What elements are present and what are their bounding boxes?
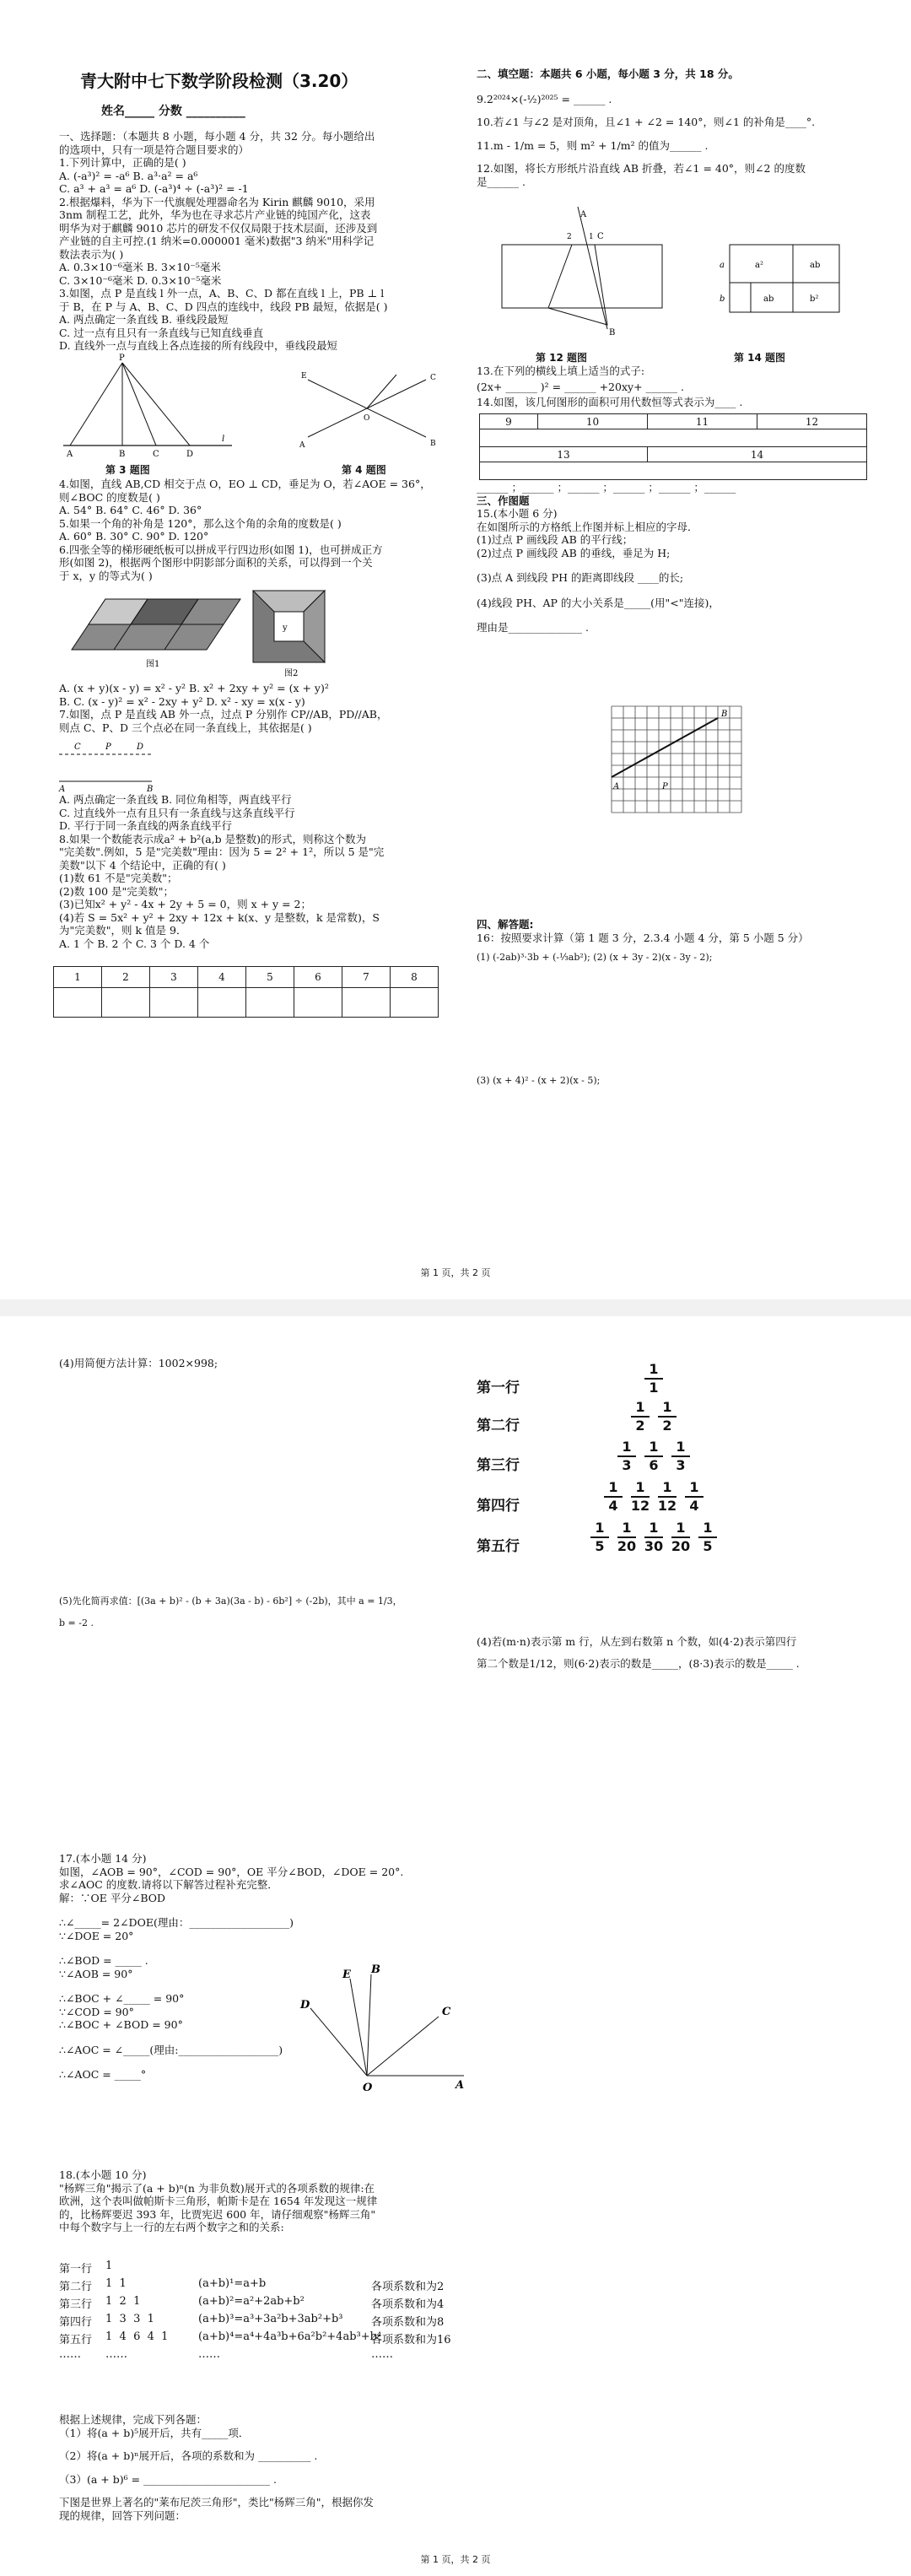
text-line: 数法表示为( )	[59, 247, 124, 261]
answer-table	[53, 966, 439, 1018]
yanghui-cell: (a+b)²=a²+2ab+b²	[198, 2295, 305, 2308]
text-line: ∵∠DOE = 20°	[59, 1929, 134, 1942]
triangle-fraction: 1 30	[644, 1520, 664, 1554]
text-line: 解：∵OE 平分∠BOD	[59, 1891, 166, 1904]
svg-text:C: C	[442, 2006, 451, 2018]
point-c-label: C	[430, 374, 436, 382]
question-18-parts	[59, 2413, 374, 2522]
text-line: A. 1 个 B. 2 个 C. 3 个 D. 4 个	[59, 937, 210, 950]
figure-q6-square	[249, 586, 333, 679]
line-l-label: l	[222, 435, 225, 444]
text-line: 现的规律，回答下列问题：	[59, 2508, 186, 2522]
section-heading: 四、解答题:	[477, 918, 534, 931]
yanghui-cell: ……	[371, 2348, 393, 2361]
page-separator	[0, 1299, 911, 1316]
text-line: A. 0.3×10⁻⁶毫米 B. 3×10⁻⁵毫米	[59, 261, 221, 273]
point-b-label: B	[609, 328, 616, 338]
row-label: 第二行	[477, 1418, 520, 1434]
question-16-4	[59, 1357, 218, 1370]
text-line: 在如图所示的方格纸上作图并标上相应的字母．	[477, 520, 698, 533]
point-d-label: D	[186, 450, 194, 459]
svg-text:D: D	[137, 743, 144, 752]
yanghui-cell: (a+b)³=a³+3a²b+3ab²+b³	[198, 2313, 343, 2325]
table-cell: 14	[647, 447, 866, 462]
triangle-fraction: 1 5	[697, 1520, 719, 1554]
text-line: A. 两点确定一条直线 B. 同位角相等，两直线平行	[59, 793, 292, 806]
answer-cell	[54, 988, 102, 1018]
text-line: (4)用简便方法计算：1002×998;	[59, 1357, 218, 1369]
text-line: 为"完美数"，则 k 值是 9．	[59, 924, 187, 937]
text-line: 6.四张全等的梯形硬纸板可以拼成平行四边形(如图 1)，也可拼成正方	[59, 543, 383, 556]
text-line: 第二个数是1/12，则(6·2)表示的数是_____，(8·3)表示的数是_____ .	[477, 1656, 800, 1670]
text-line: (2)数 100 是"完美数"；	[59, 884, 175, 898]
point-a-label: A	[67, 450, 73, 459]
text-line: A. 54° B. 64° C. 46° D. 36°	[59, 504, 202, 516]
text-line: (2)过点 P 画线段 AB 的垂线，垂足为 H;	[477, 546, 671, 559]
triangle-fraction: 1 20	[617, 1520, 637, 1554]
triangle-fraction: 1 6	[643, 1439, 665, 1473]
triangle-fraction: 1 20	[671, 1520, 691, 1554]
yanghui-cell: 各项系数和为4	[371, 2298, 445, 2311]
text-line: (5)先化简再求值：[(3a + b)² - (b + 3a)(3a - b) - 6b²] ÷ (-2b)，其中 a = 1/3，	[59, 1596, 402, 1607]
triangle-fraction: 1 4	[683, 1480, 705, 1514]
triangle-fraction: 1 3	[670, 1439, 692, 1473]
yanghui-cell: (a+b)¹=a+b	[198, 2277, 267, 2290]
text-line: 3.如图，点 P 是直线 l 外一点，A、B、C、D 都在直线 l 上，PB ⊥ l	[59, 287, 385, 300]
point-p-label: P	[119, 354, 125, 363]
answer-cell	[150, 988, 198, 1018]
text-line: C. 过一点有且只有一条直线与已知直线垂直	[59, 326, 264, 339]
text-line: 14.如图，该几何图形的面积可用代数恒等式表示为____ .	[477, 396, 743, 408]
svg-text:A: A	[456, 2079, 465, 2092]
answer-cell	[342, 988, 391, 1018]
text-line: 12.如图，将长方形纸片沿直线 AB 折叠，若∠1 = 40°，则∠2 的度数	[477, 162, 806, 175]
exam-title: 青大附中七下数学阶段检测（3.20）	[80, 71, 358, 91]
triangle-fraction: 1 12	[657, 1479, 677, 1514]
text-line: (4)若(m·n)表示第 m 行，从左到右数第 n 个数，如(4·2)表示第四行	[477, 1635, 797, 1648]
row-label: 第三行	[477, 1457, 520, 1474]
point-c-label: C	[153, 450, 159, 459]
yanghui-cell: 第四行	[59, 2316, 93, 2329]
text-line: 8.如果一个数能表示成a² + b²(a,b 是整数)的形式，则称这个数为	[59, 832, 366, 845]
text-line: b = -2 .	[59, 1617, 94, 1628]
text-line: 求∠AOC 的度数.请将以下解答过程补充完整．	[59, 1878, 278, 1891]
question-18	[59, 2168, 377, 2234]
answer-table-fill-in	[479, 413, 867, 480]
section-choice-q4-q6	[59, 478, 431, 582]
text-line: 17.(本小题 14 分)	[59, 1852, 147, 1865]
answer-header: 6	[294, 967, 342, 988]
point-b-label: B	[430, 440, 436, 448]
text-line: 18.(本小题 10 分)	[59, 2168, 147, 2181]
point-a-label: A	[299, 441, 305, 450]
svg-text:E: E	[342, 1968, 351, 1981]
segment-ab	[612, 718, 718, 777]
yanghui-cell: (a+b)⁴=a⁴+4a³b+6a²b²+4ab³+b⁴	[198, 2330, 382, 2343]
question-16-5	[59, 1595, 402, 1629]
svg-text:O: O	[363, 2082, 373, 2094]
row-label: 第五行	[477, 1538, 520, 1555]
svg-text:y: y	[283, 624, 288, 633]
yanghui-cell: 各项系数和为8	[371, 2316, 445, 2329]
text-line: 欧洲，这个表叫做帕斯卡三角形，帕斯卡是在 1654 年发现这一规律	[59, 2195, 378, 2207]
text-line: 一、选择题：（本题共 8 小题，每小题 4 分，共 32 分。每小题给出	[59, 130, 375, 143]
text-line: 16：按照要求计算（第 1 题 3 分，2.3.4 小题 4 分，第 5 小题 5 分）	[477, 931, 809, 944]
text-line: 理由是______________ .	[477, 621, 589, 634]
text-line: 3nm 制程工艺，此外，华为也在寻求芯片产业链的纯国产化，这表	[59, 208, 371, 221]
table-cell	[480, 462, 867, 480]
yanghui-cell: 1 4 6 4 1	[105, 2330, 169, 2343]
text-line: ∴∠AOC = _____°	[59, 2068, 147, 2081]
point-c-label: C	[597, 232, 604, 241]
svg-text:ab: ab	[763, 294, 774, 304]
triangle-fraction: 1 2	[629, 1400, 651, 1434]
point-a-label: A	[580, 210, 587, 219]
section-drawing-q15	[477, 481, 736, 635]
yanghui-cell: ……	[105, 2348, 127, 2361]
figure-q17	[287, 1963, 472, 2094]
yanghui-cell: ……	[198, 2348, 220, 2361]
text-line: C. 3×10⁻⁶毫米 D. 0.3×10⁻⁵毫米	[59, 273, 222, 287]
figure-label: 图2	[284, 669, 299, 678]
text-line: A. 60° B. 30° C. 90° D. 120°	[59, 530, 209, 543]
text-line: (1)数 61 不是"完美数"；	[59, 872, 178, 884]
text-line: C. a³ + a³ = a⁶ D. (-a³)⁴ ÷ (-a³)² = -1	[59, 182, 249, 195]
table-cell: 12	[757, 414, 866, 429]
text-line: ∵∠AOB = 90°	[59, 1967, 133, 1980]
section-choice-q1-q3	[59, 130, 388, 353]
figure-q7	[59, 739, 160, 794]
angle-1-label: 1	[589, 233, 594, 241]
point-b-label: B	[119, 450, 126, 459]
text-line: (4)线段 PH、AP 的大小关系是_____(用"<"连接)，	[477, 596, 720, 609]
text-line: 5.如果一个角的补角是 120°，那么这个角的余角的度数是( )	[59, 516, 342, 530]
yanghui-cell: 第三行	[59, 2298, 93, 2311]
answer-header: 7	[342, 967, 391, 988]
triangle-fraction: 1 2	[656, 1400, 678, 1434]
answer-header: 5	[246, 967, 294, 988]
figure-label: 图1	[146, 660, 160, 669]
row-label: 第一行	[477, 1380, 520, 1396]
question-18-4	[477, 1635, 800, 1670]
section-fill-in-q13-q14	[477, 365, 742, 409]
text-line: 13.在下列的横线上填上适当的式子:	[477, 365, 645, 377]
section-fill-in-q9-q12	[477, 68, 815, 188]
text-line: 形(如图 2)，根据两个图形中阴影部分面积的关系，可以得到一个关	[59, 556, 373, 569]
text-line: ∴∠_____= 2∠DOE(理由：___________________)	[59, 1916, 294, 1929]
answer-header: 2	[102, 967, 150, 988]
page-footer: 第 1 页，共 2 页	[420, 2554, 491, 2565]
text-line: 产业链的自主可控.(1 纳米=0.000001 毫米)数据"3 纳米"用科学记	[59, 235, 375, 247]
text-line: 根据上述规律，完成下列各题：	[59, 2413, 208, 2426]
section-choice-q7-q8	[59, 793, 384, 950]
text-line: （1）将(a + b)⁵展开后，共有_____项．	[59, 2426, 250, 2439]
figure-label-q3: 第 3 题图	[105, 464, 150, 476]
text-line: "完美数".例如，5 是"完美数"理由：因为 5 = 2² + 1²，所以 5 是"完	[59, 845, 385, 858]
text-line: 15.(本小题 6 分)	[477, 507, 558, 520]
table-cell: 13	[480, 447, 648, 462]
figure-label-q4: 第 4 题图	[342, 464, 386, 476]
text-line: "杨辉三角"揭示了(a + b)ⁿ(n 为非负数)展开式的各项系数的规律:在	[59, 2181, 375, 2195]
yanghui-cell: ……	[59, 2348, 81, 2361]
svg-text:b: b	[720, 294, 725, 304]
section-solve-q16	[477, 918, 809, 1087]
text-line: (3)点 A 到线段 PH 的距离即线段 ____的长;	[477, 571, 684, 584]
text-line: 则点 C、P、D 三个点必在同一条直线上，其依据是( )	[59, 721, 312, 734]
svg-text:B: B	[147, 785, 154, 794]
yanghui-cell: 1 2 1	[105, 2295, 141, 2308]
text-line: (2x+ ______ )² = ______ +20xy+ ______ .	[477, 380, 684, 393]
yanghui-cell: 1 3 3 1	[105, 2313, 154, 2325]
page-footer: 第 1 页，共 2 页	[420, 1267, 491, 1278]
text-line: ∴∠BOC + ∠BOD = 90°	[59, 2018, 183, 2031]
text-line: 美数"以下 4 个结论中，正确的有( )	[59, 858, 226, 872]
table-cell: 11	[647, 414, 757, 429]
section-heading: 二、填空题：本题共 6 小题，每小题 3 分，共 18 分。	[477, 68, 739, 80]
text-line: （2）将(a + b)ⁿ展开后，各项的系数和为 __________ .	[59, 2449, 318, 2462]
text-line: 4.如图，直线 AB,CD 相交于点 O，EO ⊥ CD，垂足为 O，若∠AOE = 36°，	[59, 478, 431, 490]
text-line: A. 两点确定一条直线 B. 垂线段最短	[59, 313, 229, 326]
answer-cell	[198, 988, 246, 1018]
grid-point-label: P	[662, 782, 668, 791]
svg-text:D: D	[300, 1999, 310, 2012]
figure-q4	[291, 371, 451, 451]
yanghui-cell: 第五行	[59, 2334, 93, 2346]
text-line: 如图，∠AOB = 90°，∠COD = 90°，OE 平分∠BOD，∠DOE = 20°.	[59, 1865, 404, 1878]
figure-q15-grid	[607, 702, 751, 820]
section-heading: 三、作图题	[477, 494, 530, 507]
triangle-fraction: 1 5	[589, 1520, 611, 1554]
answer-header: 1	[54, 967, 102, 988]
yanghui-cell: 第一行	[59, 2263, 93, 2276]
svg-text:P: P	[105, 743, 111, 752]
text-line: (1)过点 P 画线段 AB 的平行线；	[477, 533, 633, 546]
table-cell	[480, 429, 867, 447]
text-line: ∴∠BOD = _____ .	[59, 1954, 148, 1967]
text-line: (3)已知x² + y² - 4x + 2y + 5 = 0，则 x + y = 2；	[59, 898, 311, 910]
figure-label-q12: 第 12 题图	[536, 352, 588, 364]
triangle-fraction: 1 3	[616, 1439, 638, 1473]
svg-text:ab: ab	[810, 261, 821, 270]
text-line: 10.若∠1 与∠2 是对顶角，且∠1 + ∠2 = 140°，则∠1 的补角是____°.	[477, 116, 816, 128]
text-line: 于 x，y 的等式为( )	[59, 569, 153, 582]
svg-text:A: A	[59, 785, 66, 794]
text-line: A. (-a³)² = -a⁶ B. a³·a² = a⁶	[59, 169, 198, 182]
answer-cell	[102, 988, 150, 1018]
text-line: ∵∠COD = 90°	[59, 2005, 134, 2018]
text-line: ∴∠AOC = ∠_____(理由:___________________)	[59, 2043, 283, 2056]
text-line: 下图是世界上著名的"莱布尼茨三角形"，类比"杨辉三角"，根据你发	[59, 2496, 374, 2508]
exam-page-2	[0, 1316, 911, 2576]
answer-cell	[294, 988, 342, 1018]
text-line: (3) (x + 4)² - (x + 2)(x - 5);	[477, 1074, 601, 1086]
triangle-fraction: 1 12	[630, 1479, 650, 1514]
text-line: B. C. (x - y)² = x² - 2xy + y² D. x² - xy = x(x - y)	[59, 694, 305, 708]
table-cell: 10	[537, 414, 647, 429]
text-line: 明华为对于麒麟 9010 芯片的研发不仅仅局限于技术层面，还涉及到	[59, 221, 378, 235]
text-line: 于 B，在 P 与 A、B、C、D 四点的连线中，线段 PB 最短，依据是( )	[59, 300, 388, 313]
answer-cell	[391, 988, 439, 1018]
svg-text:C: C	[74, 743, 81, 752]
svg-text:a²: a²	[755, 261, 763, 270]
triangle-fraction: 1 4	[602, 1480, 624, 1514]
table-cell: 9	[480, 414, 538, 429]
text-line: 是______ .	[477, 175, 526, 188]
text-line: ∴∠BOC + ∠_____ = 90°	[59, 1992, 185, 2005]
text-line: 7.如图，点 P 是直线 AB 外一点，过点 P 分别作 CP//AB，PD//AB，	[59, 708, 388, 721]
text-line: （3）(a + b)⁶ = ________________________ .	[59, 2472, 277, 2486]
point-e-label: E	[301, 372, 307, 381]
angle-2-label: 2	[567, 233, 572, 241]
figure-label-q14: 第 14 题图	[734, 352, 786, 364]
triangle-fraction: 1 1	[643, 1362, 665, 1396]
svg-text:B: B	[371, 1963, 380, 1976]
yanghui-cell: 第二行	[59, 2281, 93, 2293]
text-line: 的选项中，只有一项是符合题目要求的）	[59, 143, 250, 156]
text-line: D. 直线外一点与直线上各点连接的所有线段中，垂线段最短	[59, 339, 338, 352]
yanghui-cell: 1 1	[105, 2277, 127, 2290]
text-line: 11.m - 1/m = 5，则 m² + 1/m² 的值为______ .	[477, 138, 709, 152]
text-line: A. (x + y)(x - y) = x² - y² B. x² + 2xy + y² = (x + y)²	[59, 682, 329, 694]
svg-text:a: a	[720, 261, 725, 270]
figure-q14	[713, 232, 856, 333]
text-line: (1) (-2ab)³·3b + (-⅓ab²); (2) (x + 3y - 2)(x - 3y - 2);	[477, 952, 713, 963]
text-line: ______ ；______ ；______ ；______ ；______ ；______	[477, 481, 736, 494]
yanghui-cell: 1	[105, 2260, 113, 2272]
text-line: (4)若 S = 5x² + y² + 2xy + 12x + k(x、y 是整数，k 是常数)，S	[59, 910, 380, 924]
text-line: C. 过直线外一点有且只有一条直线与这条直线平行	[59, 806, 295, 819]
text-line: 1.下列计算中，正确的是( )	[59, 156, 186, 169]
text-line: 2.根据爆料，华为下一代旗舰处理器命名为 Kirin 麒麟 9010，采用	[59, 195, 375, 208]
answer-cell	[246, 988, 294, 1018]
row-label: 第四行	[477, 1498, 520, 1515]
section-choice-q6-q7	[59, 682, 387, 734]
answer-header: 3	[150, 967, 198, 988]
figure-q3	[63, 354, 240, 460]
text-line: D. 平行于同一条直线的两条直线平行	[59, 819, 233, 832]
figure-q12	[498, 207, 666, 342]
name-score-line: 姓名_____ 分数 __________	[101, 105, 245, 118]
figure-q6-parallelogram	[72, 591, 240, 675]
yanghui-cell: 各项系数和为16	[371, 2334, 451, 2346]
answer-header: 8	[391, 967, 439, 988]
grid-point-label: A	[613, 782, 620, 791]
grid-point-label: B	[721, 710, 728, 719]
text-line: 则∠BOC 的度数是( )	[59, 490, 160, 504]
yanghui-cell: 各项系数和为2	[371, 2281, 445, 2293]
svg-text:b²: b²	[810, 294, 819, 304]
text-line: 中每个数字与上一行的左右两个数字之和的关系:	[59, 2221, 284, 2233]
point-o-label: O	[364, 414, 370, 423]
text-line: 9.2²⁰²⁴×(-½)²⁰²⁵ = ______ .	[477, 92, 612, 105]
text-line: 的，比杨辉要迟 393 年，比贾宪迟 600 年，请仔细观察"杨辉三角"	[59, 2207, 376, 2221]
answer-header: 4	[198, 967, 246, 988]
